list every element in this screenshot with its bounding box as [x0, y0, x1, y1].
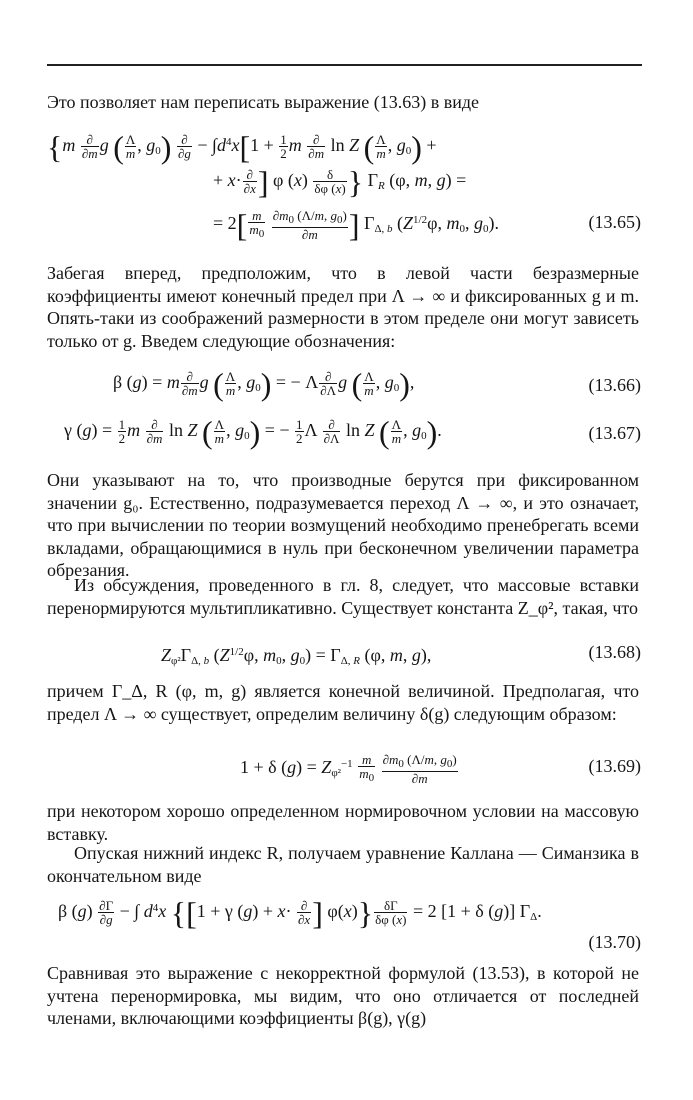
- paragraph-delta-definition: причем Γ_Δ, R (φ, m, g) является конечной величиной. Предполагая, что предел Λ → ∞ существует, определим величину δ(g) следующим образом:: [47, 681, 639, 724]
- equation-number-13-69: (13.69): [588, 756, 641, 776]
- equation-13-65-line2: + x· $\frac{\partial}{\partial x}$ ] φ (x) $\frac{\delta}{\delta\varphi (x)}$ } $\Gamma_R$ (φ, m, g) =: [213, 163, 467, 200]
- equation-number-13-70: (13.70): [588, 932, 641, 952]
- equation-number-13-67: (13.67): [588, 423, 641, 443]
- paragraph-intro: Это позволяет нам переписать выражение (13.63) в виде: [47, 92, 479, 112]
- paragraph-assumption: Забегая вперед, предположим, что в левой части безразмерные коэффициенты имеют конечный предел при Λ → ∞ и фиксированных g и m. Опять-таки из соображений размерности в этом пределе они могут зависеть только от g. Введем следующие обозначения:: [47, 263, 639, 351]
- equation-number-13-65: (13.65): [588, 212, 641, 232]
- equation-13-65-line1: {m $\frac{\partial}{\partial m}$ g ( $\frac{\Lambda}{m}$ , $g_0$) $\frac{\partial}{\partial g}$ − $\int d^4x[1$ + $\frac{1}{2}$ m $\frac{\partial}{\partial m}$ ln Z ( $\frac{\Lambda}{m}$ , $g_0$) +: [47, 128, 437, 165]
- equation-13-69: 1 + δ $(g) = Z_{\varphi^2}^{-1}$ $\frac{m}{m_0}$ $\frac{\partial m_0 (\Lambda/m, g_0)}{\partial m}$: [240, 751, 457, 786]
- equation-13-68: $Z_{\varphi^2}\Gamma_{\Delta, b}$ ($Z^{1/2}\varphi$, $m_0$, $g_0) = \Gamma_{\Delta, R}$ (φ, m, g),: [161, 645, 432, 667]
- paragraph-comparison: Сравнивая это выражение с некорректной формулой (13.53), в которой не учтена перенормировка, мы видим, что оно отличается от последней членами, включающими коэффициенты β(g), γ(g): [47, 963, 639, 1028]
- equation-13-66: β (g) = m $\frac{\partial}{\partial m}$ g ( $\frac{\Lambda}{m}$ , $g_0$) = − Λ $\frac{\partial}{\partial\Lambda}$ g ( $\frac{\Lambda}{m}$ , $g_0$),: [113, 365, 415, 402]
- paragraph-callan-symanzik: Опуская нижний индекс R, получаем уравнение Каллана — Симанзика в окончательном виде: [47, 843, 639, 886]
- equation-13-70: β (g) $\frac{\partial\Gamma}{\partial g}$ − ∫ $d^4x$ {[1 + γ (g) + x· $\frac{\partial}{\partial x}$ ] φ(x)} $\frac{\delta\Gamma}{\delta\varphi (x)}$ = 2 [1 + δ (g)] $\Gamma_\Delta$.: [58, 894, 542, 931]
- paragraph-derivatives: Они указывают на то, что производные берутся при фиксированном значении g₀. Естественно, подразумевается переход Λ → ∞, и это означает, что при вычислении по теории возмущений необходимо пренебрегать всеми вкладами, обращающимися в нуль при бесконечном увеличении параметра обрезания.: [47, 470, 639, 580]
- equation-number-13-68: (13.68): [588, 642, 641, 662]
- paragraph-normalization: при некотором хорошо определенном нормировочном условии на массовую вставку.: [47, 801, 639, 844]
- paragraph-mass-insertions: Из обсуждения, проведенного в гл. 8, следует, что массовые вставки перенормируются мультипликативно. Существует константа Z_φ², такая, что: [47, 575, 639, 618]
- equation-13-67: γ (g) = $\frac{1}{2}$ m $\frac{\partial}{\partial m}$ ln Z ( $\frac{\Lambda}{m}$ , $g_0$) = − $\frac{1}{2}$ Λ $\frac{\partial}{\partial\Lambda}$ ln Z ( $\frac{\Lambda}{m}$ , $g_0$).: [64, 413, 442, 450]
- top-rule: [47, 64, 642, 66]
- equation-13-65-line3: = 2[ $\frac{m}{m_0}$ $\frac{\partial m_0 (\Lambda/m, g_0)}{\partial m}$ ] $\Gamma_{\Delta, b}$ ($Z^{1/2}\varphi$, $m_0$, $g_0$).: [213, 206, 499, 243]
- equation-number-13-66: (13.66): [588, 375, 641, 395]
